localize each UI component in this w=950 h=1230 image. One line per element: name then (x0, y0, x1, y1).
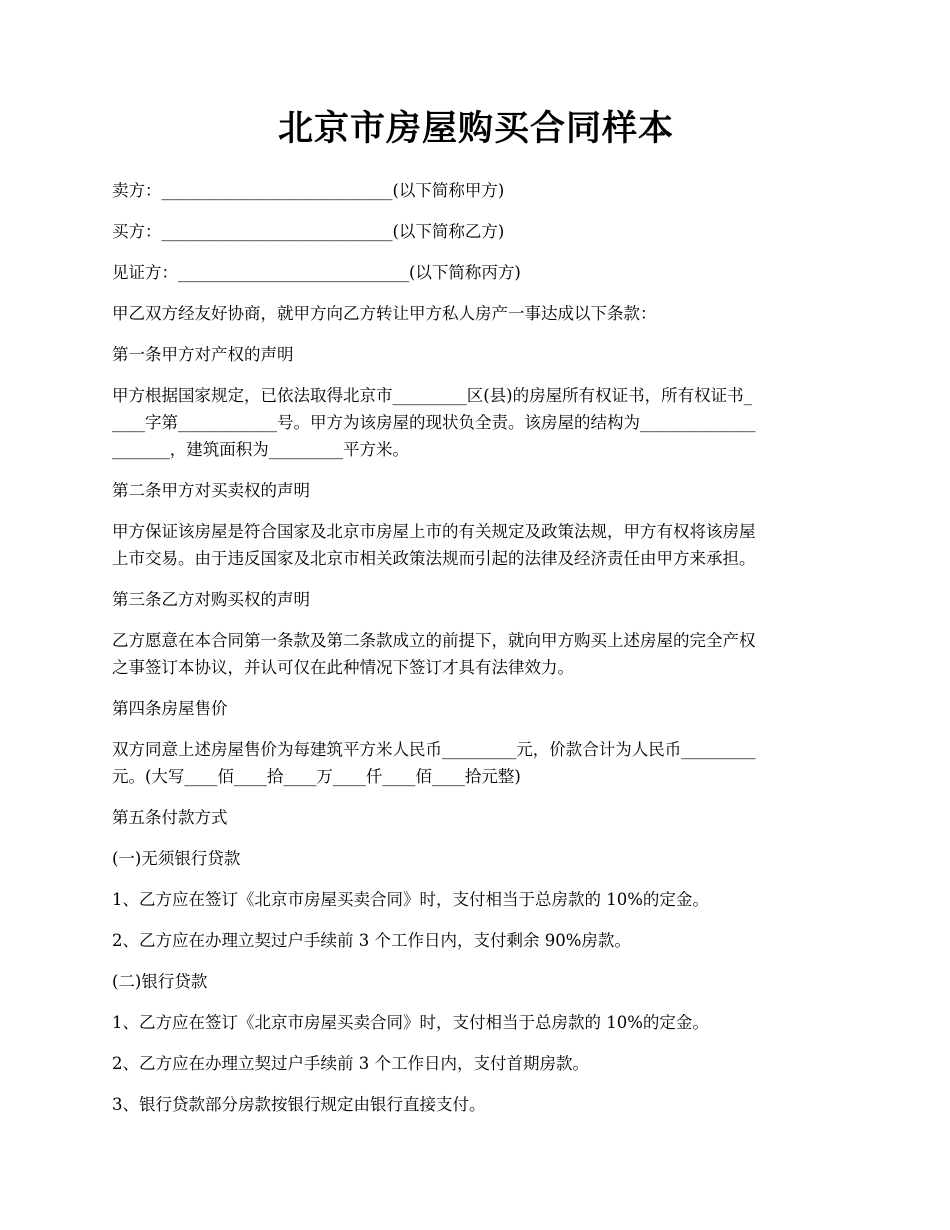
article2-heading: 第二条甲方对买卖权的声明 (112, 481, 310, 500)
article2-body-line: 甲方保证该房屋是符合国家及北京市房屋上市的有关规定及政策法规，甲方有权将该房屋 (112, 522, 756, 541)
article2-body-line: 上市交易。由于违反国家及北京市相关政策法规而引起的法律及经济责任由甲方来承担。 (112, 549, 756, 568)
article2-body (112, 518, 840, 572)
no-loan-item: 1、乙方应在签订《北京市房屋买卖合同》时，支付相当于总房款的 10%的定金。 (112, 890, 709, 909)
no-loan-heading: (一)无须银行贷款 (112, 849, 241, 868)
loan-item: 3、银行贷款部分房款按银行规定由银行直接支付。 (112, 1095, 486, 1114)
seller-line: 卖方：____________________________(以下简称甲方) (112, 181, 505, 200)
intro-paragraph: 甲乙双方经友好协商，就甲方向乙方转让甲方私人房产一事达成以下条款： (112, 304, 657, 323)
article5-heading: 第五条付款方式 (112, 808, 228, 827)
loan-item: 2、乙方应在办理立契过户手续前 3 个工作日内，支付首期房款。 (112, 1054, 589, 1073)
loan-heading: (二)银行贷款 (112, 972, 208, 991)
no-loan-item: 2、乙方应在办理立契过户手续前 3 个工作日内，支付剩余 90%房款。 (112, 931, 631, 950)
article1-body (112, 382, 840, 463)
page-title: 北京市房屋购买合同样本 (277, 108, 674, 149)
article4-heading: 第四条房屋售价 (112, 699, 228, 718)
witness-line: 见证方：____________________________(以下简称丙方) (112, 263, 521, 282)
loan-item: 1、乙方应在签订《北京市房屋买卖合同》时，支付相当于总房款的 10%的定金。 (112, 1013, 709, 1032)
article1-body-line: _______，建筑面积为_________平方米。 (112, 440, 409, 459)
article1-body-line: 甲方根据国家规定，已依法取得北京市_________区(县)的房屋所有权证书，所有权证书_ (112, 386, 752, 405)
article1-body-line: ____字第____________号。甲方为该房屋的现状负全责。该房屋的结构为______________ (112, 413, 756, 432)
buyer-line: 买方：____________________________(以下简称乙方) (112, 222, 505, 241)
contract-page (112, 108, 840, 1132)
article4-body (112, 736, 840, 790)
article1-heading: 第一条甲方对产权的声明 (112, 345, 294, 364)
article3-body (112, 627, 840, 681)
article3-body-line: 之事签订本协议，并认可仅在此种情况下签订才具有法律效力。 (112, 658, 574, 677)
article4-body-line: 元。(大写____佰____拾____万____仟____佰____拾元整) (112, 767, 521, 786)
article3-body-line: 乙方愿意在本合同第一条款及第二条款成立的前提下，就向甲方购买上述房屋的完全产权 (112, 631, 756, 650)
article3-heading: 第三条乙方对购买权的声明 (112, 590, 310, 609)
article4-body-line: 双方同意上述房屋售价为每建筑平方米人民币_________元，价款合计为人民币_________ (112, 740, 756, 759)
